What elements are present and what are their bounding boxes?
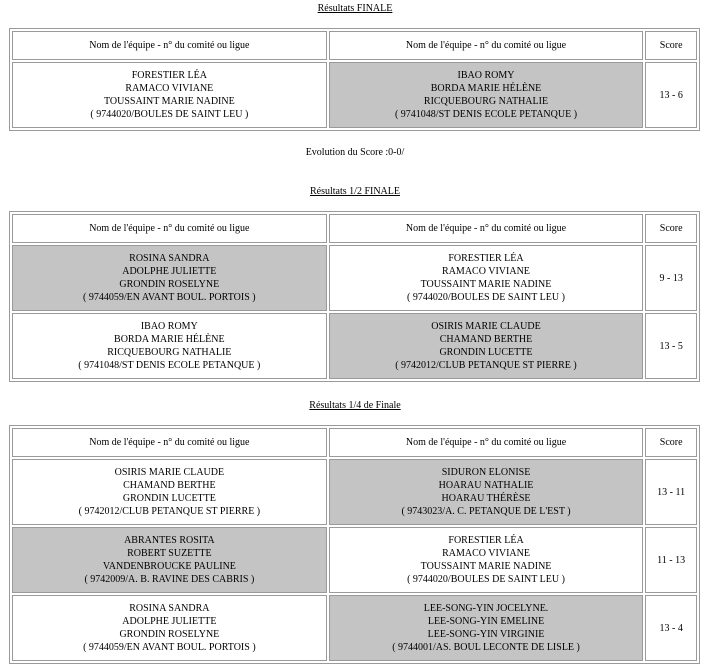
- score-cell: 11 - 13: [645, 527, 697, 593]
- club-info: ( 9744059/EN AVANT BOUL. PORTOIS ): [83, 292, 256, 303]
- player-name: GRONDIN ROSELYNE: [119, 629, 220, 640]
- player-name: VANDENBROUCKE PAULINE: [102, 561, 236, 572]
- player-name: LEE-SONG-YIN EMELINE: [427, 616, 545, 627]
- team-cell: [329, 595, 644, 661]
- team-cell: [12, 245, 327, 311]
- player-name: RAMACO VIVIANE: [125, 83, 214, 94]
- player-name: TOUSSAINT MARIE NADINE: [103, 96, 235, 107]
- player-name: ADOLPHE JULIETTE: [122, 266, 217, 277]
- club-info: ( 9744020/BOULES DE SAINT LEU ): [407, 574, 565, 585]
- team-header: Nom de l'équipe - n° du comité ou ligue: [12, 214, 327, 243]
- player-name: OSIRIS MARIE CLAUDE: [431, 321, 541, 332]
- score-cell: 9 - 13: [645, 245, 697, 311]
- player-name: ROSINA SANDRA: [129, 603, 210, 614]
- player-name: RAMACO VIVIANE: [442, 548, 530, 559]
- team-header: Nom de l'équipe - n° du comité ou ligue: [329, 428, 644, 457]
- player-name: RAMACO VIVIANE: [442, 266, 530, 277]
- club-info: ( 9744020/BOULES DE SAINT LEU ): [407, 292, 565, 303]
- score-evolution: Evolution du Score :0-0/: [305, 147, 405, 158]
- player-name: LEE-SONG-YIN VIRGINIE: [427, 629, 545, 640]
- match-row: [12, 62, 697, 128]
- semi-results-table: [9, 211, 700, 382]
- match-row: [12, 459, 697, 525]
- team-header: Nom de l'équipe - n° du comité ou ligue: [329, 214, 644, 243]
- team-cell: [329, 527, 644, 593]
- player-name: FORESTIER LÉA: [131, 70, 207, 81]
- score-cell: 13 - 6: [645, 62, 697, 128]
- player-name: BORDA MARIE HÉLÈNE: [430, 83, 542, 94]
- club-info: ( 9744001/AS. BOUL LECONTE DE LISLE ): [392, 642, 580, 653]
- score-cell: 13 - 11: [645, 459, 697, 525]
- team-cell: [12, 62, 327, 128]
- club-info: ( 9742012/CLUB PETANQUE ST PIERRE ): [395, 360, 577, 371]
- team-cell: [329, 313, 644, 379]
- player-name: RICQUEBOURG NATHALIE: [107, 347, 232, 358]
- match-row: [12, 527, 697, 593]
- header-row: [12, 31, 697, 60]
- match-row: [12, 245, 697, 311]
- club-info: ( 9742012/CLUB PETANQUE ST PIERRE ): [78, 506, 261, 517]
- score-header: Score: [645, 428, 697, 457]
- semi-title: Résultats 1/2 FINALE: [310, 186, 400, 197]
- score-header: Score: [645, 214, 697, 243]
- team-header: Nom de l'équipe - n° du comité ou ligue: [329, 31, 644, 60]
- player-name: IBAO ROMY: [457, 70, 515, 81]
- player-name: FORESTIER LÉA: [448, 253, 524, 264]
- player-name: TOUSSAINT MARIE NADINE: [420, 279, 552, 290]
- player-name: TOUSSAINT MARIE NADINE: [420, 561, 552, 572]
- player-name: BORDA MARIE HÉLÈNE: [114, 334, 225, 345]
- player-name: GRONDIN LUCETTE: [439, 347, 533, 358]
- club-info: ( 9741048/ST DENIS ECOLE PETANQUE ): [394, 109, 578, 120]
- team-cell: [12, 459, 327, 525]
- team-cell: [12, 595, 327, 661]
- team-cell: [12, 313, 327, 379]
- score-cell: 13 - 5: [645, 313, 697, 379]
- club-info: ( 9743023/A. C. PETANQUE DE L'EST ): [401, 506, 571, 517]
- club-info: ( 9744059/EN AVANT BOUL. PORTOIS ): [83, 642, 256, 653]
- player-name: FORESTIER LÉA: [448, 535, 524, 546]
- player-name: HOARAU NATHALIE: [438, 480, 534, 491]
- player-name: CHAMAND BERTHE: [123, 480, 216, 491]
- quarter-results-table: [9, 425, 700, 664]
- match-row: [12, 313, 697, 379]
- team-cell: [329, 62, 644, 128]
- player-name: IBAO ROMY: [140, 321, 198, 332]
- player-name: HOARAU THÉRÈSE: [441, 493, 531, 504]
- player-name: GRONDIN LUCETTE: [122, 493, 216, 504]
- player-name: ROBERT SUZETTE: [127, 548, 212, 559]
- header-row: [12, 428, 697, 457]
- header-row: [12, 214, 697, 243]
- player-name: ROSINA SANDRA: [129, 253, 210, 264]
- quarter-title: Résultats 1/4 de Finale: [309, 400, 401, 411]
- club-info: ( 9744020/BOULES DE SAINT LEU ): [90, 109, 249, 120]
- finale-title: Résultats FINALE: [317, 3, 393, 14]
- score-header: Score: [645, 31, 697, 60]
- score-cell: 13 - 4: [645, 595, 697, 661]
- club-info: ( 9742009/A. B. RAVINE DES CABRIS ): [84, 574, 255, 585]
- team-cell: [329, 245, 644, 311]
- team-header: Nom de l'équipe - n° du comité ou ligue: [12, 31, 327, 60]
- team-cell: [329, 459, 644, 525]
- player-name: ADOLPHE JULIETTE: [122, 616, 217, 627]
- player-name: SIDURON ELONISE: [441, 467, 531, 478]
- player-name: CHAMAND BERTHE: [439, 334, 533, 345]
- player-name: LEE-SONG-YIN JOCELYNE.: [423, 603, 549, 614]
- match-row: [12, 595, 697, 661]
- team-header: Nom de l'équipe - n° du comité ou ligue: [12, 428, 327, 457]
- player-name: OSIRIS MARIE CLAUDE: [114, 467, 225, 478]
- player-name: ABRANTES ROSITA: [124, 535, 215, 546]
- finale-results-table: [9, 28, 700, 131]
- player-name: GRONDIN ROSELYNE: [119, 279, 220, 290]
- team-cell: [12, 527, 327, 593]
- player-name: RICQUEBOURG NATHALIE: [423, 96, 549, 107]
- club-info: ( 9741048/ST DENIS ECOLE PETANQUE ): [78, 360, 261, 371]
